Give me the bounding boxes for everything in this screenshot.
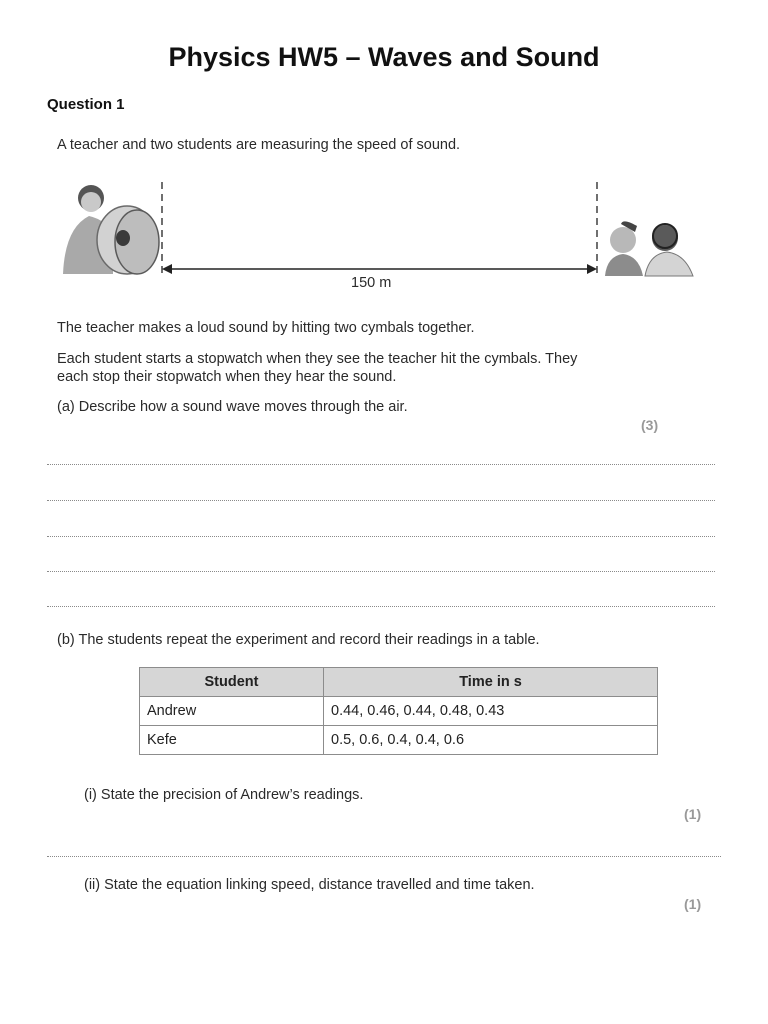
part-b-ii-marks: (1) <box>684 896 702 912</box>
answer-line[interactable] <box>47 536 715 537</box>
students-figure <box>605 221 693 276</box>
answer-line[interactable] <box>47 464 715 465</box>
table-cell-student: Andrew <box>140 697 324 726</box>
paragraph-cymbals: The teacher makes a loud sound by hitting two cymbals together. <box>57 320 475 336</box>
distance-label: 150 m <box>351 275 392 291</box>
question-intro: A teacher and two students are measuring the speed of sound. <box>57 137 461 153</box>
table-cell-student: Kefe <box>140 726 324 755</box>
table-cell-times: 0.5, 0.6, 0.4, 0.4, 0.6 <box>324 726 658 755</box>
paragraph-stopwatch-line2: each stop their stopwatch when they hear the sound. <box>57 369 397 385</box>
table-header-time: Time in s <box>324 668 658 697</box>
table-header-row <box>140 668 658 697</box>
part-a-marks: (3) <box>641 417 659 433</box>
table-cell-times: 0.44, 0.46, 0.44, 0.48, 0.43 <box>324 697 658 726</box>
table-row <box>140 726 658 755</box>
part-b-i-question: (i) State the precision of Andrew’s readings. <box>84 787 364 803</box>
readings-table <box>139 667 658 755</box>
paragraph-stopwatch-line1: Each student starts a stopwatch when they see the teacher hit the cymbals. They <box>57 351 578 367</box>
teacher-figure <box>63 185 159 274</box>
part-b-question: (b) The students repeat the experiment and record their readings in a table. <box>57 632 540 648</box>
answer-line[interactable] <box>47 856 721 857</box>
part-b-i-marks: (1) <box>684 806 702 822</box>
part-a-question: (a) Describe how a sound wave moves through the air. <box>57 399 408 415</box>
answer-line[interactable] <box>47 606 715 607</box>
answer-line[interactable] <box>47 500 715 501</box>
page-title: Physics HW5 – Waves and Sound <box>168 42 600 72</box>
table-header-student: Student <box>140 668 324 697</box>
answer-line[interactable] <box>47 571 715 572</box>
part-b-ii-question: (ii) State the equation linking speed, distance travelled and time taken. <box>84 877 535 893</box>
table-row <box>140 697 658 726</box>
question-heading: Question 1 <box>47 96 125 113</box>
